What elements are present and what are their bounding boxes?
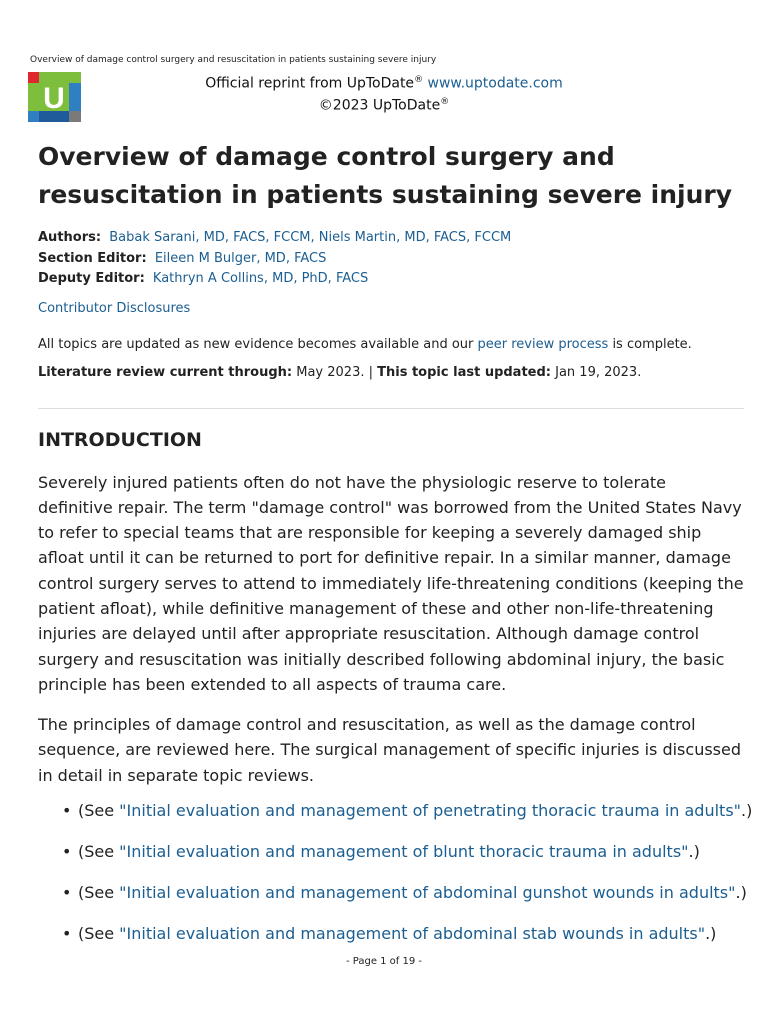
topic-link-abdominal-gunshot[interactable]: "Initial evaluation and management of abdominal gunshot wounds in adults" (119, 883, 736, 903)
registered-mark: ® (440, 96, 450, 107)
see-suffix: .) (705, 924, 717, 944)
see-suffix: .) (735, 883, 747, 903)
authors-link[interactable]: Babak Sarani, MD, FACS, FCCM, Niels Martin, MD, FACS, FCCM (109, 230, 512, 245)
lit-review-label: Literature review current through: (38, 364, 293, 380)
authors-row (38, 228, 744, 249)
list-item (62, 800, 753, 822)
page-number: - Page 1 of 19 - (345, 956, 423, 967)
article-title: Overview of damage control surgery and resuscitation in patients sustaining severe injury (38, 142, 733, 209)
copyright-line (0, 93, 768, 115)
bullet-icon: • (62, 842, 72, 862)
uptodate-site-link[interactable]: www.uptodate.com (427, 75, 563, 92)
lit-review-date: May 2023. (292, 364, 365, 380)
registered-mark: ® (414, 75, 424, 85)
bullet-icon: • (62, 924, 72, 944)
running-title: Overview of damage control surgery and resuscitation in patients sustaining severe injury (30, 55, 437, 65)
section-editor-label: Section Editor: (38, 250, 147, 266)
list-item (62, 882, 747, 904)
see-suffix: .) (688, 842, 700, 862)
topic-link-abdominal-stab[interactable]: "Initial evaluation and management of abdominal stab wounds in adults" (119, 924, 706, 944)
last-updated-date: Jan 19, 2023. (551, 364, 642, 380)
article (38, 138, 753, 964)
intro-paragraph-1: Severely injured patients often do not have the physiologic reserve to tolerate definitive repair. The term "damage control" was borrowed from the United States Navy to refer to special teams that are responsible for keeping a severely damaged ship afloat until it can be returned to port for definitive repair. In a similar manner, damage control surgery serves to attend to immediately life-threatening conditions (keeping the patient afloat), while definitive management of these and other non-life-threatening injuries are delayed until after appropriate resuscitation. Although damage control surgery and resuscitation was initially described following abdominal injury, the basic principle has been extended to all aspects of trauma care. (38, 472, 744, 694)
bullet-icon: • (62, 801, 72, 821)
authors-label: Authors: (38, 230, 102, 245)
meta-separator: | (364, 364, 378, 380)
deputy-editor-label: Deputy Editor: (38, 271, 145, 286)
list-item (62, 841, 744, 863)
see-suffix: .) (741, 801, 753, 821)
bullet-icon: • (62, 883, 72, 903)
intro-paragraph-2: The principles of damage control and resuscitation, as well as the damage control sequence, are reviewed here. The surgical management of specific injuries is discussed in detail in separate topic reviews. (38, 715, 741, 785)
update-notice-end: is complete. (608, 336, 692, 352)
introduction-heading: INTRODUCTION (38, 428, 202, 451)
literature-review-status (38, 363, 744, 383)
article-metadata (38, 228, 744, 290)
reprint-prefix: Official reprint from UpToDate (205, 75, 415, 92)
last-updated-label: This topic last updated: (377, 364, 551, 380)
see-prefix: (See (78, 801, 120, 821)
topic-link-penetrating-thoracic[interactable]: "Initial evaluation and management of penetrating thoracic trauma in adults" (119, 801, 742, 821)
section-editor-link[interactable]: Eileen M Bulger, MD, FACS (154, 250, 327, 266)
see-prefix: (See (78, 842, 120, 862)
update-notice-text: All topics are updated as new evidence becomes available and our (38, 336, 478, 352)
reprint-line (0, 71, 768, 93)
logo-letter: U (43, 82, 65, 115)
deputy-editor-link[interactable]: Kathryn A Collins, MD, PhD, FACS (152, 271, 369, 286)
copyright-prefix: ©2023 UpToDate (318, 97, 441, 114)
see-prefix: (See (78, 924, 120, 944)
disclosures-row (38, 299, 744, 319)
section-editor-row (38, 249, 744, 270)
peer-review-link[interactable]: peer review process (477, 336, 609, 352)
section-divider (38, 408, 744, 409)
deputy-editor-row (38, 269, 744, 290)
update-notice (38, 335, 744, 355)
list-item (62, 923, 744, 945)
contributor-disclosures-link[interactable]: Contributor Disclosures (38, 300, 191, 316)
reprint-header (0, 71, 768, 114)
see-also-list (38, 800, 753, 945)
topic-link-blunt-thoracic[interactable]: "Initial evaluation and management of blunt thoracic trauma in adults" (119, 842, 689, 862)
see-prefix: (See (78, 883, 120, 903)
